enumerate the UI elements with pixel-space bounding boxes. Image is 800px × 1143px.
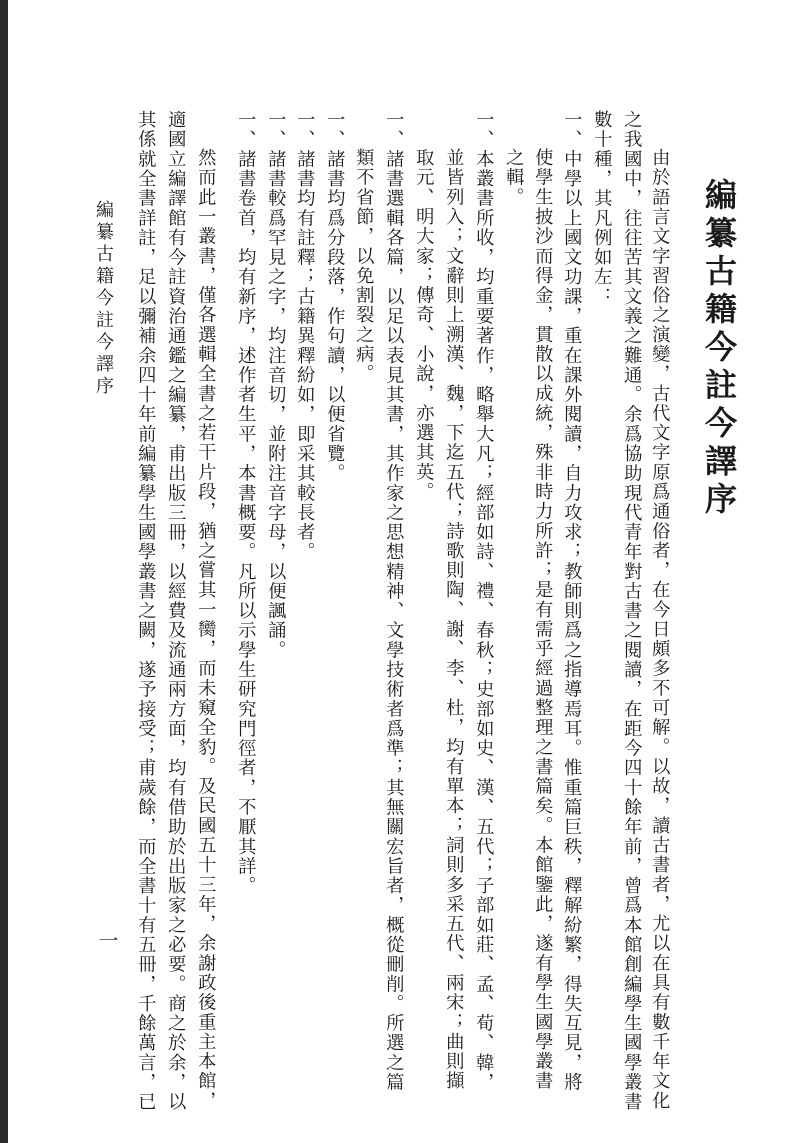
text-column-14: 一、諸書較爲罕見之字，均注音切，並附注音字母，以便諷誦。 [265, 110, 287, 660]
text-column-6: 之輯。 [503, 148, 525, 207]
text-column-12: 一、諸書均爲分段落，作句讀，以便省覽。 [324, 110, 346, 484]
text-column-15: 一、諸書卷首，均有新序，述作者生平，本書概要。凡所以示學生研究門徑者，不厭其詳。 [235, 110, 257, 896]
text-column-9: 取元、明大家；傳奇、小說，亦選其英。 [413, 148, 435, 502]
text-column-4: 一、中學以上國文功課，重在課外閱讀，自力攻求；教師則爲之指導焉耳。惟重篇巨秩，釋解紛繁，得失互見，將 [561, 110, 583, 1092]
text-column-10: 一、諸書選輯各篇，以足以表見其書，其作家之思想精神、文學技術者爲準；其無關宏旨者，概從刪削。所選之篇 [383, 110, 405, 1092]
text-column-17: 適國立編譯館有今註資治通鑑之編纂，甫出版三冊，以經費及流通兩方面，均有借助於出版家之必要。商之於余，以 [165, 110, 187, 1112]
text-column-8: 並皆列入；文辭則上溯漢、魏，下迄五代；詩歌則陶、謝、李、杜，均有單本；詞則多采五代、兩宋；曲則擷 [443, 148, 465, 1091]
text-column-1: 由於語言文字習俗之演變，古代文字原爲通俗者，在今日頗多不可解。以故，讀古書者，尤以在具有數千年文化 [649, 148, 671, 1111]
text-column-16: 然而此一叢書，僅各選輯全書之若干片段，猶之嘗其一臠，而未窺全豹。及民國五十三年，余謝政後重主本館， [195, 148, 217, 1111]
text-column-2: 之我國中，往往苦其文義之難通。余爲協助現代青年對古書之閱讀，在距今四十餘年前，曾爲本館創編學生國學叢書 [621, 110, 643, 1112]
text-column-5: 使學生披沙而得金，貫散以成統，殊非時力所許；是有需乎經過整理之書篇矣。本館鑒此，遂有學生國學叢書 [532, 148, 554, 1091]
text-column-18: 其係就全書詳註，足以彌補余四十年前編纂學生國學叢書之闕，遂予接受；甫歲餘，而全書十有五冊，千餘萬言，已 [135, 110, 157, 1112]
text-column-11: 類不省節，以免割裂之病。 [353, 148, 375, 384]
text-column-13: 一、諸書均有註釋；古籍異釋紛如，即采其較長者。 [294, 110, 316, 562]
running-head: 編纂古籍今註今譯序 [93, 200, 114, 398]
scan-edge-shadow [0, 0, 8, 1143]
page-title: 編纂古籍今註今譯序 [700, 178, 738, 520]
text-column-7: 一、本叢書所收，均重要著作，略舉大凡；經部如詩、禮、春秋；史部如史、漢、五代；子部如莊、孟、荀、韓， [473, 110, 495, 1092]
page-number: 一 [95, 930, 119, 950]
text-column-3: 數十種，其凡例如左： [591, 110, 613, 307]
